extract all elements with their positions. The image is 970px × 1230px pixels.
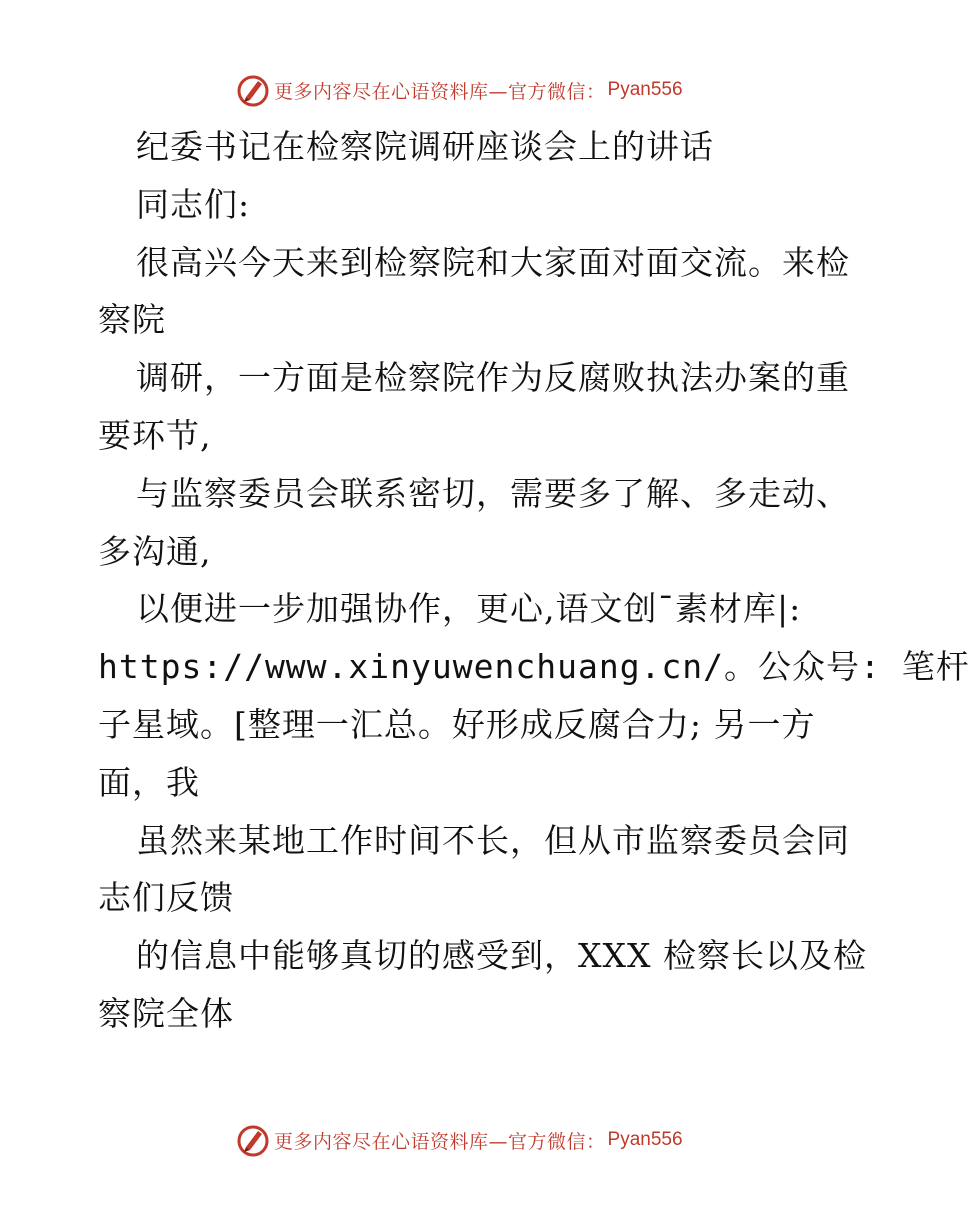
paragraph-line: 多沟通,: [98, 531, 212, 571]
pen-circle-logo-icon: [236, 73, 270, 107]
paragraph-line: 调研，一方面是检察院作为反腐败执法办案的重: [136, 358, 850, 398]
paragraph-line: 与监察委员会联系密切，需要多了解、多走动、: [136, 473, 850, 513]
banner-wechat-id: Pyan556: [607, 79, 683, 100]
paragraph-line: 以便进一步加强协作，更心,语文创¯素材库|:: [136, 589, 802, 629]
banner-text: 更多内容尽在心语资料库—官方微信：: [274, 1130, 606, 1153]
paragraph-line: 志们反馈: [98, 878, 234, 918]
paragraph-line: 察院全体: [98, 993, 234, 1033]
banner-wechat-id: Pyan556: [607, 1129, 683, 1150]
url-line: https://www.xinyuwenchuang.cn/。公众号: 笔杆: [98, 647, 970, 687]
paragraph-line: 虽然来某地工作时间不长，但从市监察委员会同: [136, 820, 850, 860]
paragraph-line: 很高兴今天来到检察院和大家面对面交流。来检: [136, 242, 850, 282]
footer-banner: [236, 1120, 756, 1160]
salutation: 同志们:: [136, 184, 251, 224]
paragraph-line: 察院: [98, 300, 166, 340]
paragraph-line: 要环节,: [98, 415, 212, 455]
header-banner: [236, 70, 756, 110]
document-body: [98, 118, 970, 1043]
paragraph-line: 面，我: [98, 762, 200, 802]
document-title: 纪委书记在检察院调研座谈会上的讲话: [136, 127, 714, 166]
paragraph-line: 子星域。[整理一汇总。好形成反腐合力; 另一方: [98, 704, 816, 744]
paragraph-line: 的信息中能够真切的感受到，XXX 检察长以及检: [136, 936, 867, 976]
pen-circle-logo-icon: [236, 1123, 270, 1157]
banner-text: 更多内容尽在心语资料库—官方微信：: [274, 80, 606, 103]
